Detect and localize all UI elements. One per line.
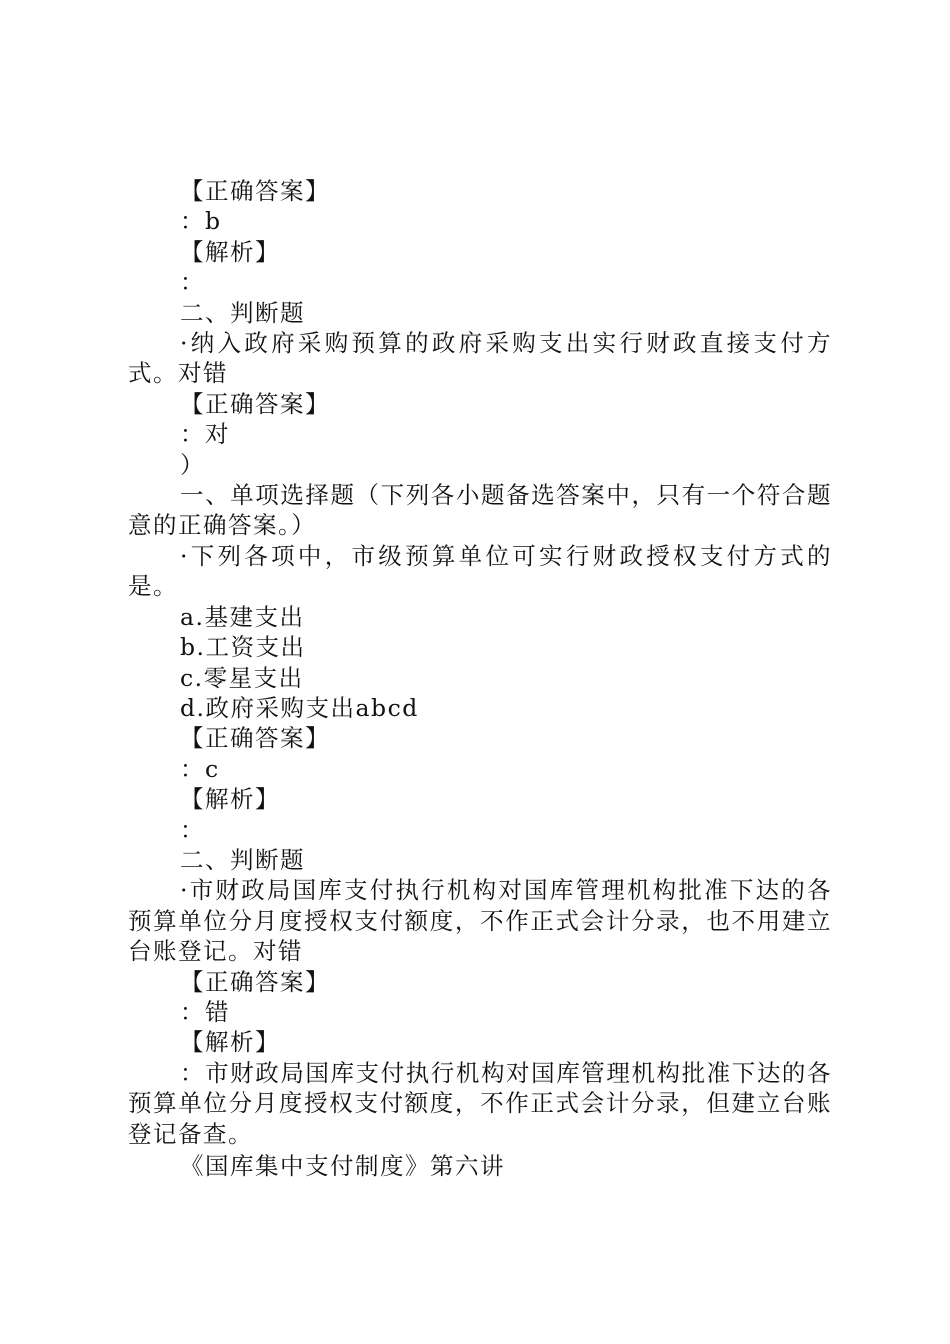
question-text: ·市财政局国库支付执行机构对国库管理机构批准下达的各预算单位分月度授权支付额度，不作正式会计分录，也不用建立台账登记。对错 — [128, 876, 832, 966]
analysis-heading: 【解析】 — [180, 785, 280, 814]
answer-value: ：对 — [180, 420, 230, 449]
option-b: b.工资支出 — [180, 633, 306, 662]
option-d: d.政府采购支出abcd — [180, 693, 419, 722]
answer-value: ：c — [180, 754, 220, 783]
answer-heading: 【正确答案】 — [180, 177, 330, 205]
answer-heading: 【正确答案】 — [180, 724, 330, 753]
question-text: ·下列各项中，市级预算单位可实行财政授权支付方式的是。 — [128, 541, 832, 601]
analysis-text: ：市财政局国库支付执行机构对国库管理机构批准下达的各预算单位分月度授权支付额度，不作正式会计分录，但建立台账登记备查。 — [128, 1058, 832, 1148]
document-body — [128, 176, 832, 1181]
answer-heading: 【正确答案】 — [180, 389, 330, 418]
answer-heading: 【正确答案】 — [180, 967, 330, 996]
option-c: c.零星支出 — [180, 663, 304, 692]
analysis-text: ： — [180, 268, 205, 297]
answer-value: ：错 — [180, 997, 230, 1026]
section-heading: 二、判断题 — [180, 298, 305, 327]
answer-value: ：b — [180, 207, 222, 236]
lecture-title: 《国库集中支付制度》第六讲 — [180, 1152, 505, 1180]
section-heading: 一、单项选择题（下列各小题备选答案中，只有一个符合题意的正确答案。） — [128, 481, 832, 540]
analysis-text: ： — [180, 815, 205, 844]
analysis-heading: 【解析】 — [180, 237, 280, 266]
question-text: ·纳入政府采购预算的政府采购支出实行财政直接支付方式。对错 — [128, 329, 832, 388]
section-heading: 二、判断题 — [180, 845, 305, 874]
analysis-heading: 【解析】 — [180, 1028, 280, 1057]
option-a: a.基建支出 — [180, 602, 305, 631]
closing-paren: ） — [180, 450, 205, 479]
